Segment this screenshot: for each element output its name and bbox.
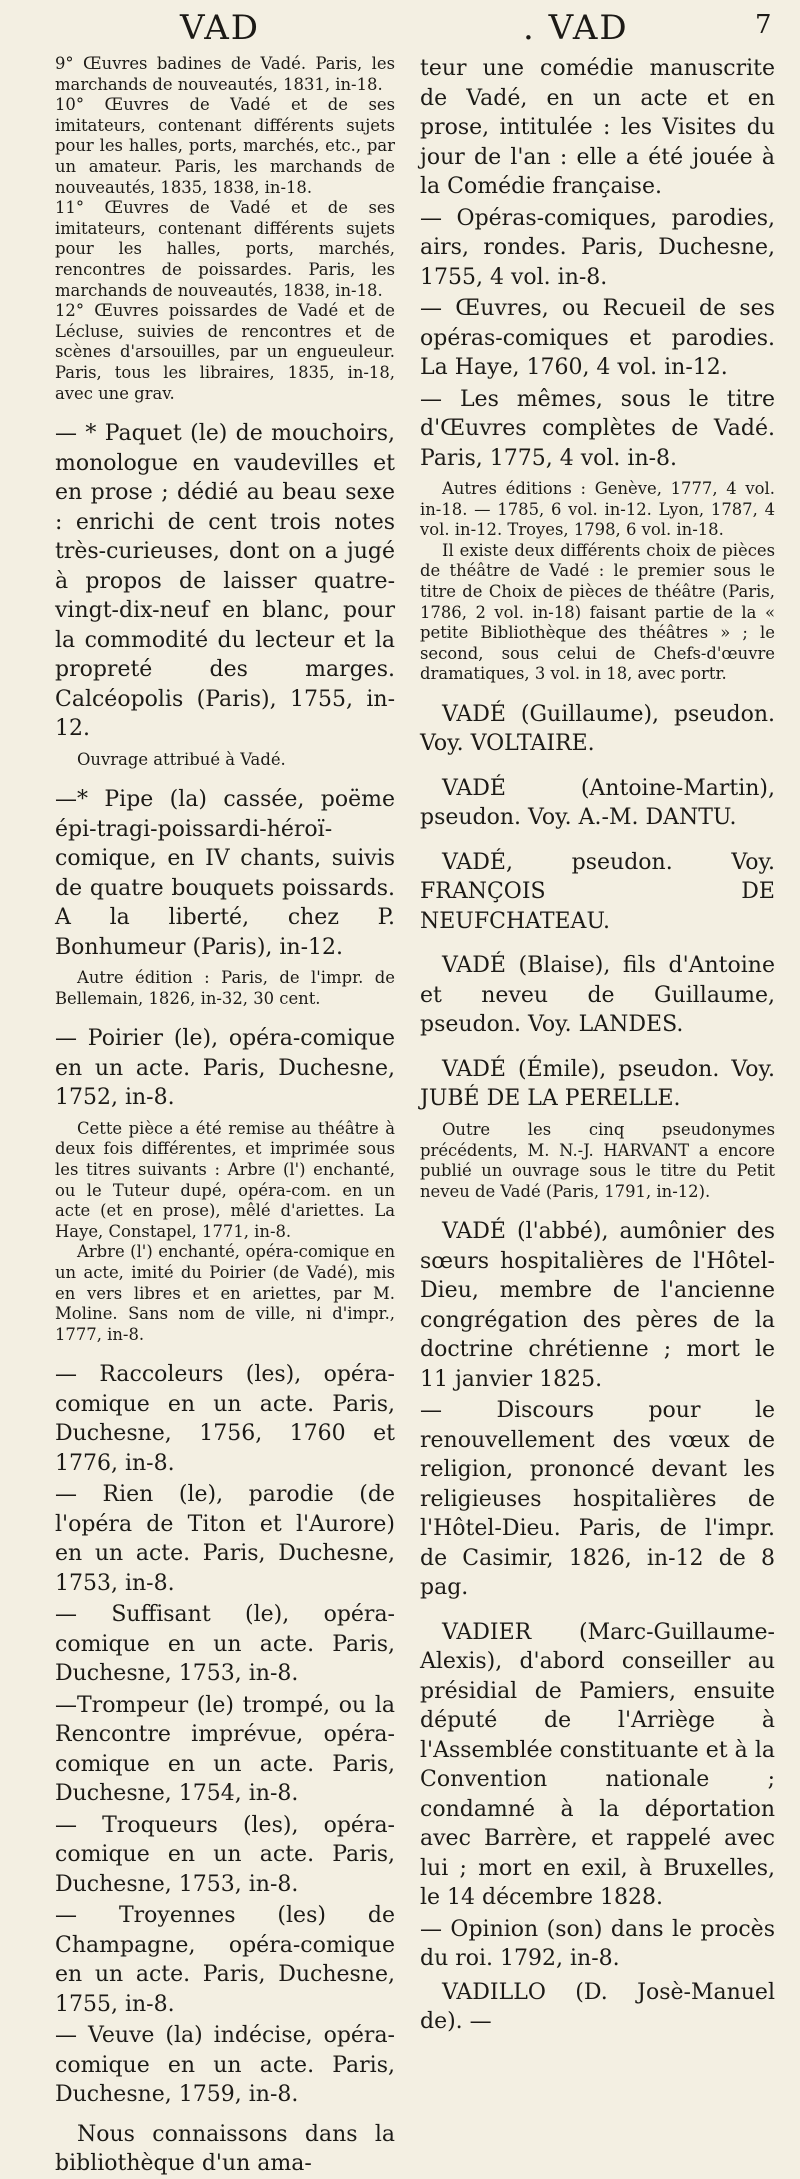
entry-vade-pseudon: VADÉ, pseudon. Voy. FRANÇOIS DE NEUFCHATEAU. (420, 849, 775, 934)
entry-rien: — Rien (le), parodie (de l'opéra de Titon et l'Aurore) en un acte. Paris, Duchesne, 1753, in-8. (55, 1482, 395, 1596)
entry-vade-guillaume: VADÉ (Guillaume), pseudon. Voy. VOLTAIRE. (420, 701, 775, 757)
note-pseudonymes: Outre les cinq pseudonymes précédents, M. N.-J. HARVANT a encore publié un ouvrage sous le titre du Petit neveu de Vadé (Paris, 1791, in-12). (420, 1119, 775, 1201)
entry-vade-blaise: VADÉ (Blaise), fils d'Antoine et neveu de Guillaume, pseudon. Voy. LANDES. (420, 953, 775, 1038)
entry-operas-comiques: — Opéras-comiques, parodies, airs, rondes. Paris, Duchesne, 1755, 4 vol. in-8. (420, 205, 775, 290)
entry-discours: — Discours pour le renouvellement des vœux de religion, prononcé devant les religieuses hospitalières de l'Hôtel-Dieu. Paris, de l'impr. de Casimir, 1826, in-12 de 8 pag. (420, 1398, 775, 1601)
entry-troyennes: — Troyennes (les) de Champagne, opéra-comique en un acte. Paris, Duchesne, 1755, in-8. (55, 1903, 395, 2017)
entry-opinion: — Opinion (son) dans le procès du roi. 1792, in-8. (420, 1916, 775, 1972)
entry-oeuvres-1835: 10° Œuvres de Vadé et de ses imitateurs, contenant différents sujets pour les halles, ports, marchés, etc., par un amateur. Paris, les marchands de nouveautés, 1835, 1838, in-18. (55, 95, 395, 197)
entry-oeuvres-poissardes: 12° Œuvres poissardes de Vadé et de Lécluse, suivies de rencontres et de scènes d'arsouilles, par un engueuleur. Paris, tous les libraires, 1835, in-18, avec une grav. (55, 301, 395, 403)
entry-vade-abbe: VADÉ (l'abbé), aumônier des sœurs hospitalières de l'Hôtel-Dieu, membre de l'ancienne congrégation des pères de la doctrine chrétienne ; mort le 11 janvier 1825. (420, 1219, 775, 1392)
note-pipe: Autre édition : Paris, de l'impr. de Bellemain, 1826, in-32, 30 cent. (55, 968, 395, 1008)
note-poirier: Cette pièce a été remise au théâtre à deux fois différentes, et imprimée sous les titres suivants : Arbre (l') enchanté, ou le Tuteur dupé, opéra-com. en un acte (et en prose), mêlé d'ariettes. La Haye, Constapel, 1771, in-8. (55, 1118, 395, 1241)
left-column (55, 54, 395, 2179)
entry-poirier: — Poirier (le), opéra-comique en un acte. Paris, Duchesne, 1752, in-8. (55, 1026, 395, 1111)
entry-trompeur: —Trompeur (le) trompé, ou la Rencontre imprévue, opéra-comique en un acte. Paris, Duchesne, 1754, in-8. (55, 1692, 395, 1807)
page-number: 7 (755, 10, 772, 40)
note-arbre-enchante: Arbre (l') enchanté, opéra-comique en un acte, imité du Poirier (de Vadé), mis en vers libres et en ariettes, par M. Moline. Sans nom de ville, ni d'impr., 1777, in-8. (55, 1242, 395, 1344)
entry-oeuvres-badines: 9° Œuvres badines de Vadé. Paris, les marchands de nouveautés, 1831, in-18. (55, 54, 395, 94)
entry-paquet-de-mouchoirs: — * Paquet (le) de mouchoirs, monologue en vaudevilles et en prose ; dédié au beau sexe : enrichi de cent trois notes très-curieuses, dont on a jugé à propos de laisser quatre-vingt-dix-neuf en blanc, pour la commodité du lecteur et la propreté des marges. Calcéopolis (Paris), 1755, in-12. (55, 421, 395, 742)
entry-veuve: — Veuve (la) indécise, opéra-comique en un acte. Paris, Duchesne, 1759, in-8. (55, 2023, 395, 2108)
note-paquet: Ouvrage attribué à Vadé. (77, 749, 286, 769)
note-autres-editions: Autres éditions : Genève, 1777, 4 vol. in-18. — 1785, 6 vol. in-12. Lyon, 1787, 4 vol. in-12. Troyes, 1798, 6 vol. in-18. (420, 479, 775, 540)
entry-vadillo: VADILLO (D. Josè-Manuel de). — (420, 1979, 775, 2035)
entry-vadier: VADIER (Marc-Guillaume-Alexis), d'abord conseiller au présidial de Pamiers, ensuite député de l'Arriège à l'Assemblée constituante et à la Convention nationale ; condamné à la déportation avec Barrère, et rappelé avec lui ; mort en exil, à Bruxelles, le 14 décembre 1828. (420, 1619, 775, 1911)
entry-oeuvres-recueil: — Œuvres, ou Recueil de ses opéras-comiques et parodies. La Haye, 1760, 4 vol. in-12. (420, 296, 775, 380)
running-header-left: VAD (180, 8, 261, 48)
entry-pipe-cassee: —* Pipe (la) cassée, poëme épi-tragi-poissardi-héroï-comique, en IV chants, suivis de quatre bouquets poissards. A la liberté, chez P. Bonhumeur (Paris), in-12. (55, 787, 395, 960)
right-column (420, 54, 775, 2037)
note-choix-pieces: Il existe deux différents choix de pièces de théâtre de Vadé : le premier sous le titre de Choix de pièces de théâtre (Paris, 1786, 2 vol. in-18) faisant partie de la « petite Bibliothèque des théâtres » ; le second, sous celui de Chefs-d'œuvre dramatiques, 3 vol. in 18, avec portr. (420, 540, 775, 684)
note-continued-end: teur une comédie manuscrite de Vadé, en un acte et en prose, intitulée : les Visites du jour de l'an : elle a été jouée à la Comédie française. (420, 56, 775, 199)
entry-suffisant: — Suffisant (le), opéra-comique en un acte. Paris, Duchesne, 1753, in-8. (55, 1602, 395, 1687)
running-header-right: . VAD (523, 8, 629, 48)
note-continued: Nous connaissons dans la bibliothèque d'un ama- (55, 2121, 395, 2177)
entry-vade-antoine-martin: VADÉ (Antoine-Martin), pseudon. Voy. A.-M. DANTU. (420, 775, 775, 831)
entry-vade-emile: VADÉ (Émile), pseudon. Voy. JUBÉ DE LA PERELLE. (420, 1056, 775, 1112)
entry-oeuvres-completes: — Les mêmes, sous le titre d'Œuvres complètes de Vadé. Paris, 1775, 4 vol. in-8. (420, 386, 775, 471)
entry-troqueurs: — Troqueurs (les), opéra-comique en un acte. Paris, Duchesne, 1753, in-8. (55, 1812, 395, 1897)
entry-oeuvres-1838: 11° Œuvres de Vadé et de ses imitateurs, contenant différents sujets pour les halles, ports, marchés, rencontres de poissardes. Paris, les marchands de nouveautés, 1838, in-18. (55, 198, 395, 300)
entry-raccoleurs: — Raccoleurs (les), opéra-comique en un acte. Paris, Duchesne, 1756, 1760 et 1776, in-8. (55, 1362, 395, 1476)
